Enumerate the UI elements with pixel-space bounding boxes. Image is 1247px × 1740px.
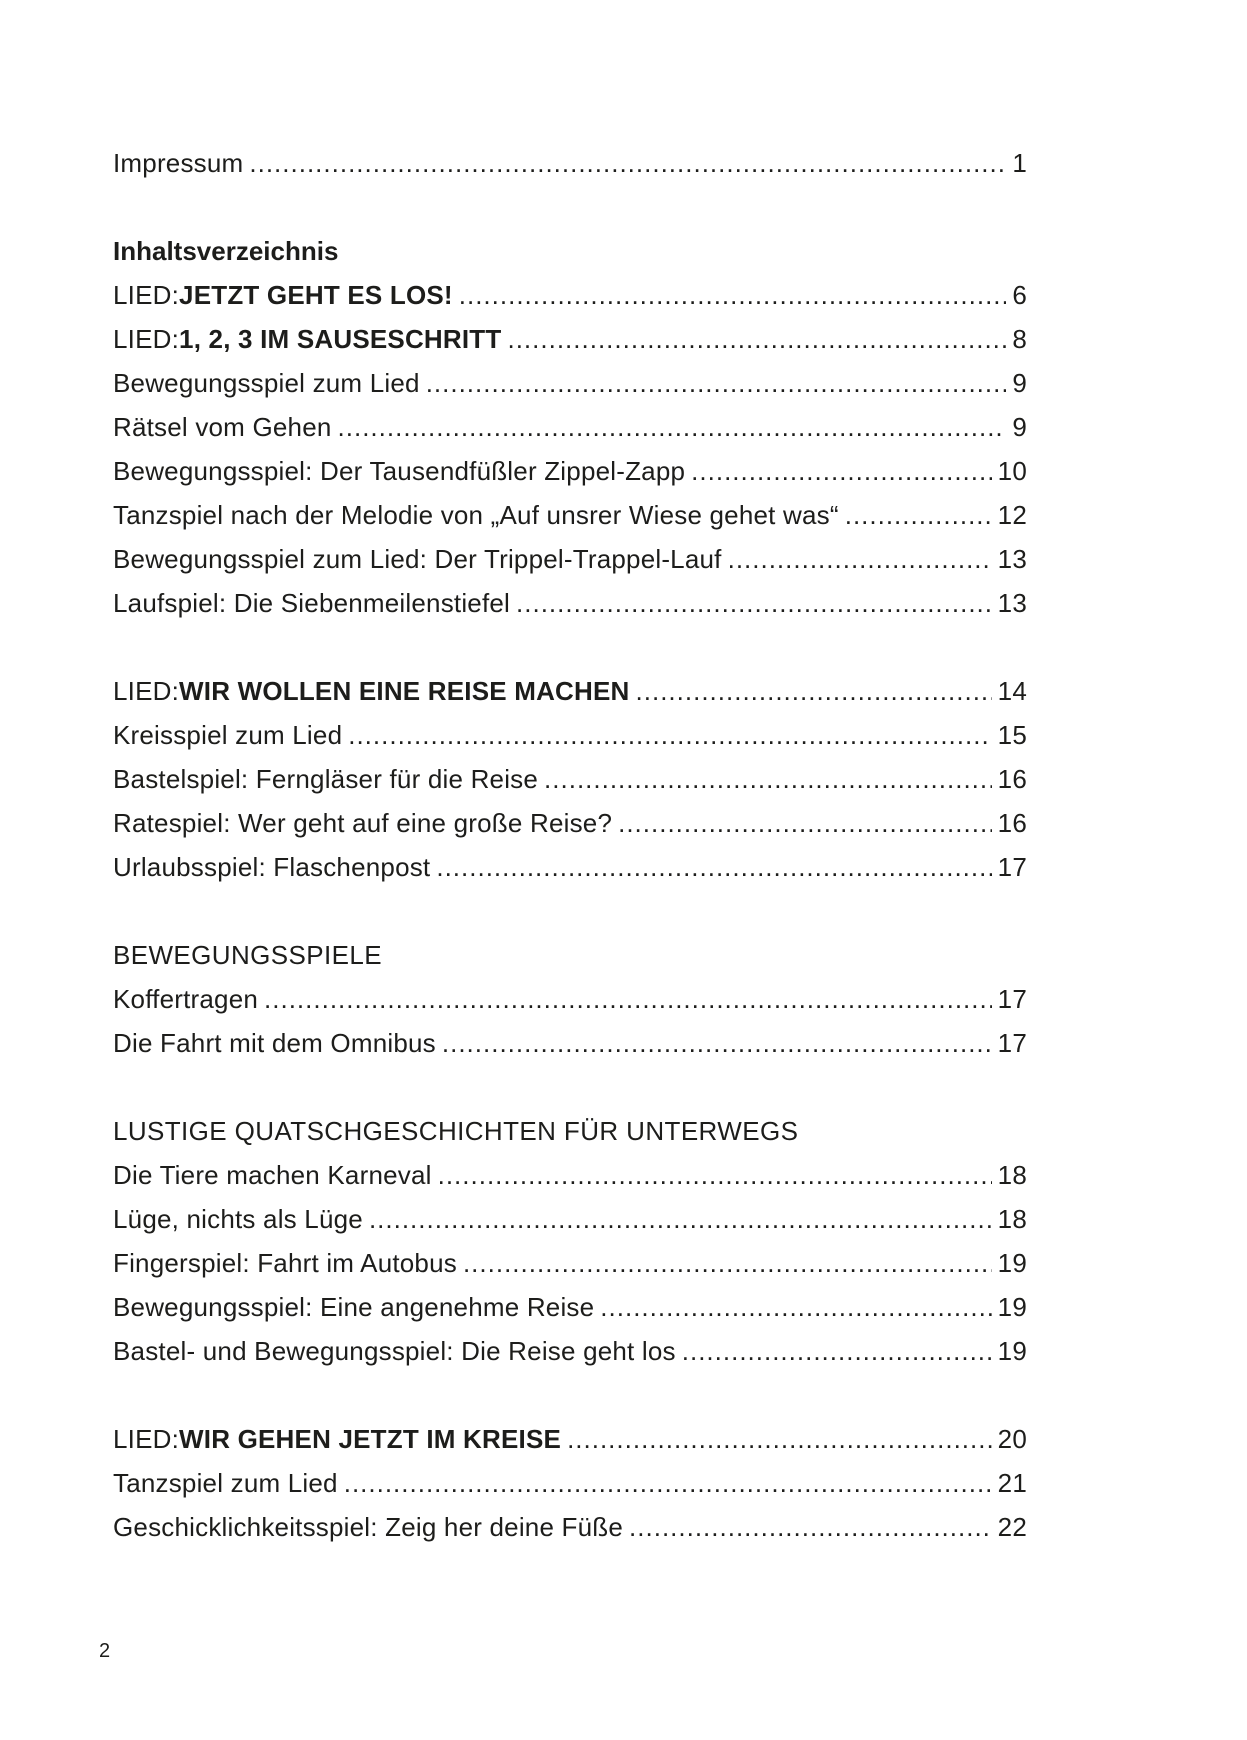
- toc-group-2: [113, 676, 1027, 896]
- entry-page: 19: [997, 1336, 1027, 1366]
- entry-title: Bewegungsspiel zum Lied: [113, 368, 420, 398]
- entry-title: Laufspiel: Die Siebenmeilenstiefel: [113, 588, 511, 618]
- dot-leader: [442, 1028, 992, 1059]
- toc-entry: [113, 280, 1027, 324]
- toc-entry: [113, 324, 1027, 368]
- toc-entry: [113, 1424, 1027, 1468]
- dot-leader: [344, 1468, 992, 1499]
- entry-page: 13: [997, 588, 1027, 618]
- toc-entry: [113, 676, 1027, 720]
- toc-entry: [113, 1160, 1027, 1204]
- dot-leader: [618, 808, 992, 839]
- dot-leader: [264, 984, 992, 1015]
- entry-title: Impressum: [113, 148, 244, 178]
- section-heading: BEWEGUNGSSPIELE: [113, 940, 382, 970]
- toc-entry: [113, 368, 1027, 412]
- entry-title: Tanzspiel nach der Melodie von „Auf unsrer Wiese gehet was“: [113, 500, 839, 530]
- entry-title: Bewegungsspiel: Eine angenehme Reise: [113, 1292, 595, 1322]
- entry-page: 15: [997, 720, 1027, 750]
- dot-leader: [459, 280, 1007, 311]
- spacer: [113, 632, 1027, 676]
- toc-group-3: [113, 984, 1027, 1072]
- entry-page: 22: [997, 1512, 1027, 1542]
- entry-title: Lüge, nichts als Lüge: [113, 1204, 363, 1234]
- toc-entry: [113, 720, 1027, 764]
- dot-leader: [516, 588, 992, 619]
- dot-leader: [629, 1512, 992, 1543]
- toc-group-5: [113, 1424, 1027, 1556]
- entry-song-title: WIR GEHEN JETZT IM KREISE: [179, 1424, 562, 1454]
- dot-leader: [507, 324, 1006, 355]
- dot-leader: [728, 544, 992, 575]
- entry-page: 16: [997, 764, 1027, 794]
- entry-title: Koffertragen: [113, 984, 259, 1014]
- table-of-contents: [113, 148, 1027, 1556]
- entry-page: 19: [997, 1292, 1027, 1322]
- entry-page: 1: [1012, 148, 1027, 178]
- entry-page: 8: [1012, 324, 1027, 354]
- toc-entry: [113, 1512, 1027, 1556]
- spacer: [113, 896, 1027, 940]
- toc-entry: [113, 544, 1027, 588]
- toc-entry: [113, 412, 1027, 456]
- toc-entry: [113, 852, 1027, 896]
- toc-entry: [113, 764, 1027, 808]
- toc-entry: [113, 1204, 1027, 1248]
- entry-title: LIED:: [113, 1424, 180, 1454]
- dot-leader: [567, 1424, 992, 1455]
- entry-page: 21: [997, 1468, 1027, 1498]
- toc-entry: [113, 1468, 1027, 1512]
- dot-leader: [600, 1292, 991, 1323]
- entry-page: 20: [997, 1424, 1027, 1454]
- dot-leader: [845, 500, 992, 531]
- contents-heading: Inhaltsverzeichnis: [113, 236, 339, 266]
- entry-title: Geschicklichkeitsspiel: Zeig her deine Füße: [113, 1512, 624, 1542]
- entry-page: 10: [997, 456, 1027, 486]
- toc-group-1: [113, 280, 1027, 632]
- dot-leader: [438, 1160, 992, 1191]
- spacer: [113, 192, 1027, 236]
- spacer: [113, 1380, 1027, 1424]
- dot-leader: [463, 1248, 992, 1279]
- entry-page: 17: [997, 1028, 1027, 1058]
- dot-leader: [544, 764, 992, 795]
- toc-entry: [113, 500, 1027, 544]
- entry-page: 6: [1012, 280, 1027, 310]
- entry-title: Bewegungsspiel zum Lied: Der Trippel-Trappel-Lauf: [113, 544, 722, 574]
- entry-page: 19: [997, 1248, 1027, 1278]
- entry-song-title: WIR WOLLEN EINE REISE MACHEN: [179, 676, 630, 706]
- dot-leader: [436, 852, 991, 883]
- dot-leader: [691, 456, 992, 487]
- section-heading: LUSTIGE QUATSCHGESCHICHTEN FÜR UNTERWEGS: [113, 1116, 799, 1146]
- dot-leader: [348, 720, 991, 751]
- entry-page: 18: [997, 1160, 1027, 1190]
- entry-title: Bastelspiel: Ferngläser für die Reise: [113, 764, 539, 794]
- toc-entry: [113, 1336, 1027, 1380]
- entry-song-title: 1, 2, 3 IM SAUSESCHRITT: [179, 324, 502, 354]
- entry-page: 17: [997, 984, 1027, 1014]
- dot-leader: [369, 1204, 992, 1235]
- entry-title: Die Tiere machen Karneval: [113, 1160, 432, 1190]
- entry-page: 9: [1012, 412, 1027, 442]
- entry-title: Fingerspiel: Fahrt im Autobus: [113, 1248, 457, 1278]
- dot-leader: [249, 148, 1006, 179]
- entry-title: Tanzspiel zum Lied: [113, 1468, 338, 1498]
- entry-title: LIED:: [113, 676, 180, 706]
- toc-entry-impressum: [113, 148, 1027, 192]
- entry-page: 13: [997, 544, 1027, 574]
- entry-title: Ratespiel: Wer geht auf eine große Reise?: [113, 808, 613, 838]
- entry-page: 18: [997, 1204, 1027, 1234]
- dot-leader: [426, 368, 1007, 399]
- spacer: [113, 1072, 1027, 1116]
- toc-entry: [113, 588, 1027, 632]
- entry-title: Urlaubsspiel: Flaschenpost: [113, 852, 431, 882]
- entry-title: LIED:: [113, 280, 180, 310]
- dot-leader: [636, 676, 992, 707]
- entry-page: 14: [997, 676, 1027, 706]
- entry-title: Kreisspiel zum Lied: [113, 720, 343, 750]
- toc-entry: [113, 808, 1027, 852]
- page-number: 2: [99, 1640, 111, 1662]
- toc-entry: [113, 984, 1027, 1028]
- entry-title: LIED:: [113, 324, 180, 354]
- entry-title: Die Fahrt mit dem Omnibus: [113, 1028, 436, 1058]
- entry-page: 16: [997, 808, 1027, 838]
- entry-page: 12: [997, 500, 1027, 530]
- entry-title: Bewegungsspiel: Der Tausendfüßler Zippel-Zapp: [113, 456, 686, 486]
- toc-entry: [113, 1292, 1027, 1336]
- dot-leader: [338, 412, 1007, 443]
- dot-leader: [682, 1336, 992, 1367]
- toc-entry: [113, 1028, 1027, 1072]
- entry-title: Rätsel vom Gehen: [113, 412, 332, 442]
- entry-song-title: JETZT GEHT ES LOS!: [179, 280, 453, 310]
- entry-page: 17: [997, 852, 1027, 882]
- entry-page: 9: [1012, 368, 1027, 398]
- entry-title: Bastel- und Bewegungsspiel: Die Reise geht los: [113, 1336, 676, 1366]
- toc-group-4: [113, 1160, 1027, 1380]
- toc-entry: [113, 1248, 1027, 1292]
- toc-entry: [113, 456, 1027, 500]
